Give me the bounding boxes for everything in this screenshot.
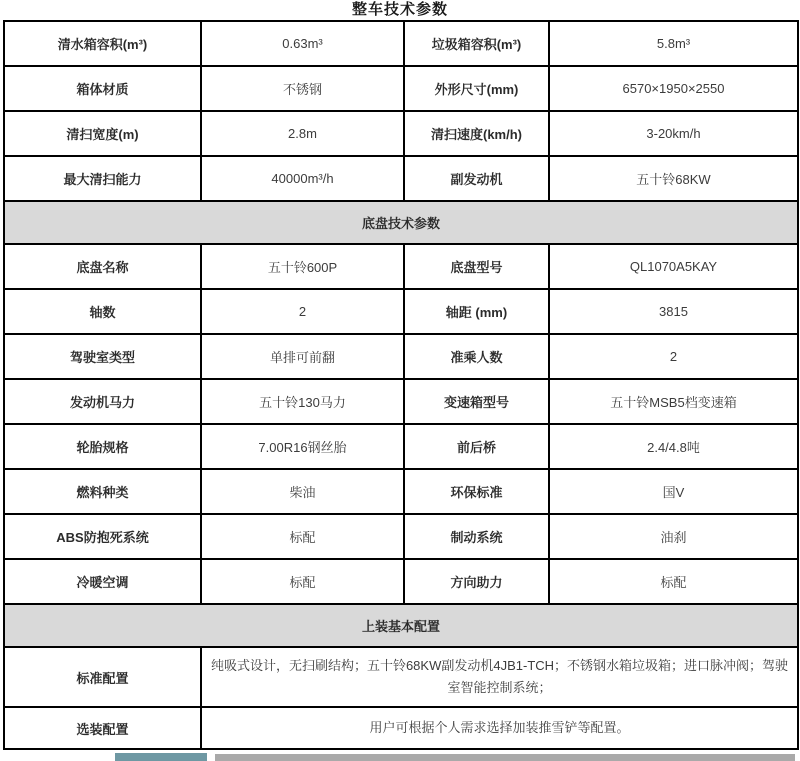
section-header-label: 上装基本配置 (4, 604, 798, 647)
spec-value-cell: 国V (549, 469, 798, 514)
spec-value-cell: QL1070A5KAY (549, 244, 798, 289)
table-row (4, 111, 798, 156)
spec-value-cell: 6570×1950×2550 (549, 66, 798, 111)
spec-label-cell: 底盘型号 (404, 244, 549, 289)
table-row (4, 424, 798, 469)
spec-label-cell: 副发动机 (404, 156, 549, 201)
spec-label-cell: 前后桥 (404, 424, 549, 469)
spec-label-cell: 轴距 (mm) (404, 289, 549, 334)
spec-label-cell: 箱体材质 (4, 66, 201, 111)
spec-table (3, 20, 799, 750)
config-label-cell: 选装配置 (4, 707, 201, 749)
table-row (4, 66, 798, 111)
spec-label-cell: 驾驶室类型 (4, 334, 201, 379)
spec-label-cell: 环保标准 (404, 469, 549, 514)
spec-value-cell: 2 (549, 334, 798, 379)
table-row (4, 514, 798, 559)
cropped-next-content-strip (0, 753, 800, 761)
spec-value-cell: 3815 (549, 289, 798, 334)
spec-value-cell: 2.8m (201, 111, 404, 156)
config-value-cell: 纯吸式设计，无扫刷结构；五十铃68KW副发动机4JB1-TCH；不锈钢水箱垃圾箱；进口脉冲阀；驾驶室智能控制系统； (201, 647, 798, 707)
spec-value-cell: 五十铃MSB5档变速箱 (549, 379, 798, 424)
spec-value-cell: 单排可前翻 (201, 334, 404, 379)
spec-label-cell: 准乘人数 (404, 334, 549, 379)
spec-label-cell: ABS防抱死系统 (4, 514, 201, 559)
spec-value-cell: 2 (201, 289, 404, 334)
spec-label-cell: 制动系统 (404, 514, 549, 559)
spec-value-cell: 7.00R16钢丝胎 (201, 424, 404, 469)
page-title: 整车技术参数 (351, 1, 448, 18)
footer-gray-bar (215, 754, 795, 761)
spec-label-cell: 外形尺寸(mm) (404, 66, 549, 111)
table-row (4, 647, 798, 707)
spec-label-cell: 轴数 (4, 289, 201, 334)
config-label-cell: 标准配置 (4, 647, 201, 707)
table-row (4, 244, 798, 289)
spec-label-cell: 底盘名称 (4, 244, 201, 289)
spec-label-cell: 清扫宽度(m) (4, 111, 201, 156)
spec-label-cell: 发动机马力 (4, 379, 201, 424)
spec-label-cell: 变速箱型号 (404, 379, 549, 424)
table-row (4, 559, 798, 604)
spec-label-cell: 垃圾箱容积(m³) (404, 21, 549, 66)
spec-value-cell: 40000m³/h (201, 156, 404, 201)
spec-value-cell: 油刹 (549, 514, 798, 559)
spec-label-cell: 燃料种类 (4, 469, 201, 514)
table-row (4, 21, 798, 66)
spec-value-cell: 0.63m³ (201, 21, 404, 66)
spec-value-cell: 标配 (201, 559, 404, 604)
spec-label-cell: 方向助力 (404, 559, 549, 604)
spec-value-cell: 五十铃600P (201, 244, 404, 289)
spec-value-cell: 标配 (549, 559, 798, 604)
spec-value-cell: 2.4/4.8吨 (549, 424, 798, 469)
config-value-cell: 用户可根据个人需求选择加装推雪铲等配置。 (201, 707, 798, 749)
table-row (4, 379, 798, 424)
spec-value-cell: 5.8m³ (549, 21, 798, 66)
footer-teal-bar (115, 753, 207, 761)
table-row (4, 334, 798, 379)
spec-label-cell: 冷暖空调 (4, 559, 201, 604)
table-row (4, 156, 798, 201)
spec-label-cell: 清水箱容积(m³) (4, 21, 201, 66)
spec-label-cell: 最大清扫能力 (4, 156, 201, 201)
section-header-chassis (4, 201, 798, 244)
table-row (4, 289, 798, 334)
table-row (4, 707, 798, 749)
spec-value-cell: 不锈钢 (201, 66, 404, 111)
spec-value-cell: 柴油 (201, 469, 404, 514)
spec-value-cell: 3-20km/h (549, 111, 798, 156)
table-row (4, 469, 798, 514)
spec-value-cell: 标配 (201, 514, 404, 559)
spec-label-cell: 清扫速度(km/h) (404, 111, 549, 156)
spec-label-cell: 轮胎规格 (4, 424, 201, 469)
spec-value-cell: 五十铃130马力 (201, 379, 404, 424)
section-header-body-config (4, 604, 798, 647)
spec-value-cell: 五十铃68KW (549, 156, 798, 201)
section-header-label: 底盘技术参数 (4, 201, 798, 244)
